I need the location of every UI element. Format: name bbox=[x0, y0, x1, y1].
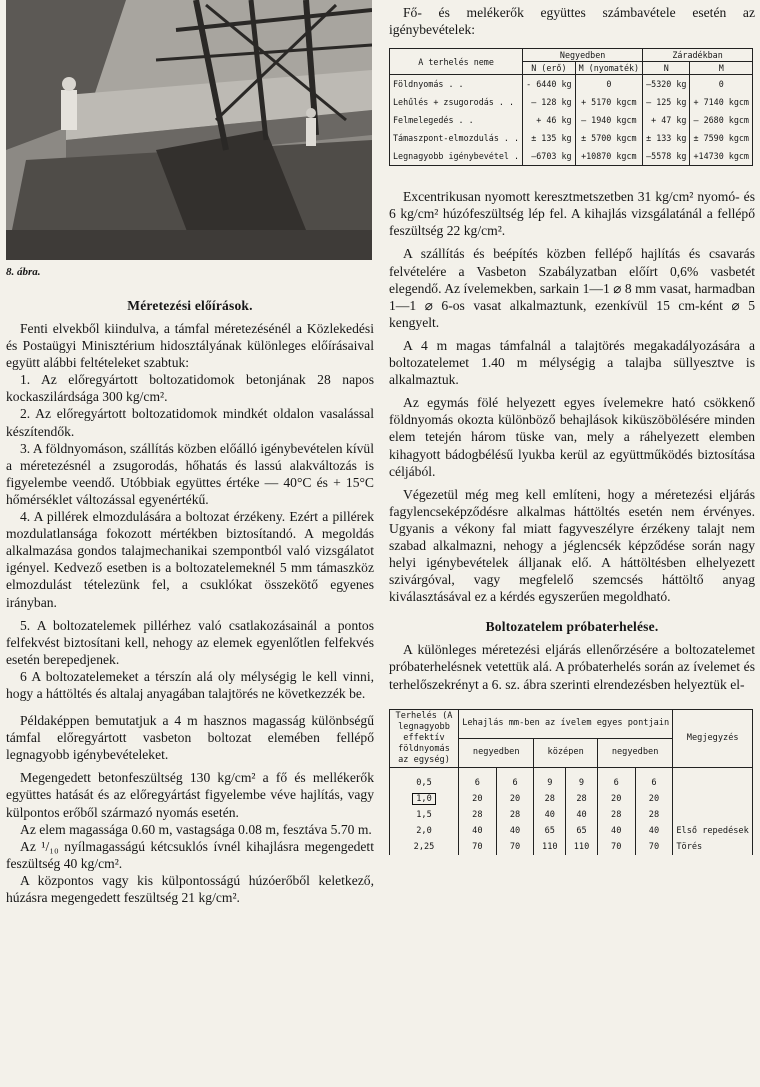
table-cell: 40 bbox=[534, 807, 566, 823]
paragraph: A 4 m magas támfalnál a talajtörés megakadályozására a boltozatelemet 1.40 m mélységig a talajba süllyesztve is alkalmaztuk. bbox=[389, 337, 755, 388]
table-row bbox=[390, 75, 753, 94]
figure-caption: 8. ábra. bbox=[6, 266, 41, 278]
table-cell: 28 bbox=[597, 807, 635, 823]
table-cell bbox=[673, 791, 753, 807]
paragraph: Példaképpen bemutatjuk a 4 m hasznos magasság különbségű támfal előregyártott vasbeton boltozat elemében fellépő legnagyobb igénybevételeket. bbox=[6, 713, 374, 763]
table-cell: —6703 kg bbox=[523, 147, 575, 166]
table-cell: 20 bbox=[597, 791, 635, 807]
column-header: N (erő) bbox=[523, 62, 575, 75]
column-header: M bbox=[690, 62, 753, 75]
table-cell: 28 bbox=[534, 791, 566, 807]
paragraph: 5. A boltozatelemek pillérhez való csatlakozásainál a pontos felfekvést biztosítani kell, nehogy az elemek egyenlőtlen felfekvés esetén berepedjenek. bbox=[6, 617, 374, 667]
column-group-header: Lehajlás mm-ben az ívelem egyes pontjain bbox=[459, 709, 673, 738]
table-cell bbox=[390, 791, 459, 807]
table-cell: 70 bbox=[635, 839, 673, 855]
table-cell: 40 bbox=[597, 823, 635, 839]
table-cell: 70 bbox=[459, 839, 497, 855]
table-cell: 2,25 bbox=[390, 839, 459, 855]
table-cell: 6 bbox=[496, 767, 534, 791]
paragraph: A különleges méretezési eljárás ellenőrzésére a boltozatelemet próbaterhelésnek vetettük alá. A próbaterhelés során az ívelemet és terhelőszekrényt a 6. sz. ábra szerinti elrendezésben helyeztük el- bbox=[389, 642, 755, 692]
table-cell: +10870 kgcm bbox=[575, 147, 643, 166]
table-cell: + 47 kg bbox=[643, 111, 690, 129]
table-row bbox=[390, 93, 753, 111]
photo-illustration bbox=[6, 0, 372, 260]
table-cell: —5320 kg bbox=[643, 75, 690, 94]
table-row bbox=[390, 147, 753, 166]
paragraph: Az elem magassága 0.60 m, vastagsága 0.08 m, fesztáva 5.70 m. bbox=[20, 821, 372, 837]
table-cell: 110 bbox=[566, 839, 598, 855]
table-cell: ± 5700 kgcm bbox=[575, 129, 643, 147]
paragraph: Fenti elvekből kiindulva, a támfal méretezésénél a Közlekedési és Postaügyi Minisztérium hidosztályának különleges előírásaival együtt alábbi feltételeket szabtuk: bbox=[6, 321, 374, 371]
table-cell: + 5170 kgcm bbox=[575, 93, 643, 111]
table-cell: Lehűlés + zsugorodás . . bbox=[390, 93, 523, 111]
table-cell: Első repedések bbox=[673, 823, 753, 839]
table-cell: 6 bbox=[459, 767, 497, 791]
paragraph: 1. Az előregyártott boltozatidomok betonjának 28 napos kockaszilárdsága 300 kg/cm². bbox=[6, 372, 374, 405]
paragraph: A központos vagy kis külpontosságú húzóerőből keletkező, húzásra megengedett feszültség 21 kg/cm². bbox=[6, 872, 374, 905]
table-cell: Törés bbox=[673, 839, 753, 855]
table-cell: 6 bbox=[597, 767, 635, 791]
table-cell: Támaszpont-elmozdulás . . bbox=[390, 129, 523, 147]
table-cell: - 6440 kg bbox=[523, 75, 575, 94]
table-row bbox=[390, 839, 753, 855]
table-row bbox=[390, 807, 753, 823]
table-cell: 40 bbox=[566, 807, 598, 823]
table-cell: Felmelegedés . . bbox=[390, 111, 523, 129]
section-heading: Méretezési előírások. bbox=[127, 298, 253, 313]
table-cell: —5578 kg bbox=[643, 147, 690, 166]
table-title: Fő- és melékerők együttes számbavétele esetén az igénybevételek: bbox=[389, 5, 755, 38]
table-cell: 28 bbox=[566, 791, 598, 807]
table-cell: 9 bbox=[534, 767, 566, 791]
boxed-value: 1,0 bbox=[412, 793, 436, 805]
table-cell: 20 bbox=[635, 791, 673, 807]
paragraph: Végezetül még meg kell említeni, hogy a méretezési eljárás fagylencseképződésre alkalmas háttöltés esetén nem érvényes. Ugyanis a vékony fal miatt fagyveszélyre érzékeny talajt nem szabad alkalmazni, nehogy a jéglencsék képződése során nagy helyi igénybevételek álljanak elő. A háttöltésben elhelyezett szivárgóval, vagy megfelelő szemcsés háttöltő anyag kiválasztásával ez a kérdés egyszerűen megoldható. bbox=[389, 486, 755, 605]
table-cell: 40 bbox=[496, 823, 534, 839]
column-header: A terhelés neme bbox=[390, 49, 523, 75]
load-test-table bbox=[389, 709, 753, 855]
paragraph: 6 A boltozatelemeket a térszín alá oly mélységig le kell vinni, hogy a háttöltés és altalaj anyagában talajtörés ne következzék be. bbox=[6, 668, 374, 701]
paragraph: 4. A pillérek elmozdulására a boltozat érzékeny. Ezért a pillérek mozdulatlansága fokozott mértékben biztosítandó. A megoldás alkalmazása gondos talajmechanikai szempontból való vizsgálatot igényel. Kedvező esetben is a boltozatelemeknél 5 mm támaszköz elmozdulást tételezünk fel, a csuklókat összekötő egyenes irányban. bbox=[6, 509, 374, 610]
forces-table bbox=[389, 48, 753, 166]
table-cell: Legnagyobb igénybevétel . bbox=[390, 147, 523, 166]
column-group-header: Záradékban bbox=[643, 49, 753, 62]
column-header: negyedben bbox=[459, 738, 534, 767]
column-header: negyedben bbox=[597, 738, 672, 767]
table-cell: 40 bbox=[459, 823, 497, 839]
table-cell bbox=[673, 767, 753, 791]
table-cell: ± 133 kg bbox=[643, 129, 690, 147]
table-cell: 0 bbox=[575, 75, 643, 94]
table-cell: 110 bbox=[534, 839, 566, 855]
paragraph: Megengedett betonfeszültség 130 kg/cm² a fő és mellékerők együttes hatását és az előregyártást figyelembe véve hajlítás, vagy külpontos erőből származó nyomás esetén. bbox=[6, 770, 374, 820]
construction-photo bbox=[6, 0, 372, 260]
table-cell: — 128 kg bbox=[523, 93, 575, 111]
table-cell: 70 bbox=[597, 839, 635, 855]
column-header: Terhelés (A legnagyobb effektív földnyomás az egység) bbox=[390, 709, 459, 767]
table-cell: 9 bbox=[566, 767, 598, 791]
table-row bbox=[390, 767, 753, 791]
column-header: M (nyomaték) bbox=[575, 62, 643, 75]
paragraph: 2. Az előregyártott boltozatidomok mindkét oldalon vasalással készítendők. bbox=[6, 406, 374, 439]
table-cell: 20 bbox=[496, 791, 534, 807]
column-header: középen bbox=[534, 738, 597, 767]
table-row bbox=[390, 823, 753, 839]
paragraph: Excentrikusan nyomott keresztmetszetben 31 kg/cm² nyomó- és 6 kg/cm² húzófeszültség lép fel. A kihajlás vizsgálatánál a fellépő feszültség 22 kg/cm². bbox=[389, 189, 755, 239]
paragraph: Az ¹/₁₀ nyílmagasságú kétcsuklós ívnél kihajlásra megengedett feszültség 40 kg/cm². bbox=[6, 838, 374, 871]
table-cell: 2,0 bbox=[390, 823, 459, 839]
section-heading: Boltozatelem próbaterhelése. bbox=[485, 619, 659, 635]
table-cell: 28 bbox=[459, 807, 497, 823]
table-cell: + 46 kg bbox=[523, 111, 575, 129]
table-cell: 0,5 bbox=[390, 767, 459, 791]
table-cell: 0 bbox=[690, 75, 753, 94]
table-cell: 1,5 bbox=[390, 807, 459, 823]
right-column bbox=[389, 0, 755, 855]
table-cell: 65 bbox=[534, 823, 566, 839]
paragraph: 3. A földnyomáson, szállítás közben előálló igénybevételen kívül a méretezésnél a zsugorodás, hőhatás és lassú alakváltozás is figyelembe veendő. Utóbbiak együttes értéke — 40°C és + 15°C hőmérséklet változással egyenértékű. bbox=[6, 440, 374, 507]
table-cell: +14730 kgcm bbox=[690, 147, 753, 166]
table-cell: 65 bbox=[566, 823, 598, 839]
table-row bbox=[390, 111, 753, 129]
table-cell: 28 bbox=[635, 807, 673, 823]
table-row bbox=[390, 129, 753, 147]
table-cell: 6 bbox=[635, 767, 673, 791]
paragraph: Az egymás fölé helyezett egyes ívelemekre ható csökkenő földnyomás okozta különböző behajlások kiküszöbölésére minden elem tetején három tüske van, mely a ráhelyezett elemben kihagyott bádogbélésű lyukba kerül az együttműködés biztosítása céljából. bbox=[389, 395, 755, 479]
table-cell: — 2680 kgcm bbox=[690, 111, 753, 129]
table-cell: 28 bbox=[496, 807, 534, 823]
left-column bbox=[6, 0, 374, 906]
column-header: N bbox=[643, 62, 690, 75]
table-cell: ± 135 kg bbox=[523, 129, 575, 147]
table-cell: ± 7590 kgcm bbox=[690, 129, 753, 147]
table-cell bbox=[673, 807, 753, 823]
table-cell: 20 bbox=[459, 791, 497, 807]
column-header: Megjegyzés bbox=[673, 709, 753, 767]
table-row bbox=[390, 791, 753, 807]
paragraph: A szállítás és beépítés közben fellépő hajlítás és csavarás felvételére a Vasbeton Szabályzatban előírt 0,6% vasbetét elegendő. Az ívelemekben, sarkain 1—1 ⌀ 8 mm vasat, harmadban 1—1 ⌀ 6-os vasat alkalmaztunk, ezenkívül 15 cm-ként ⌀ 5 kengyelt. bbox=[389, 246, 755, 330]
table-cell: — 1940 kgcm bbox=[575, 111, 643, 129]
table-cell: 70 bbox=[496, 839, 534, 855]
column-group-header: Negyedben bbox=[523, 49, 643, 62]
table-cell: — 125 kg bbox=[643, 93, 690, 111]
table-cell: Földnyomás . . bbox=[390, 75, 523, 94]
table-cell: + 7140 kgcm bbox=[690, 93, 753, 111]
table-cell: 40 bbox=[635, 823, 673, 839]
